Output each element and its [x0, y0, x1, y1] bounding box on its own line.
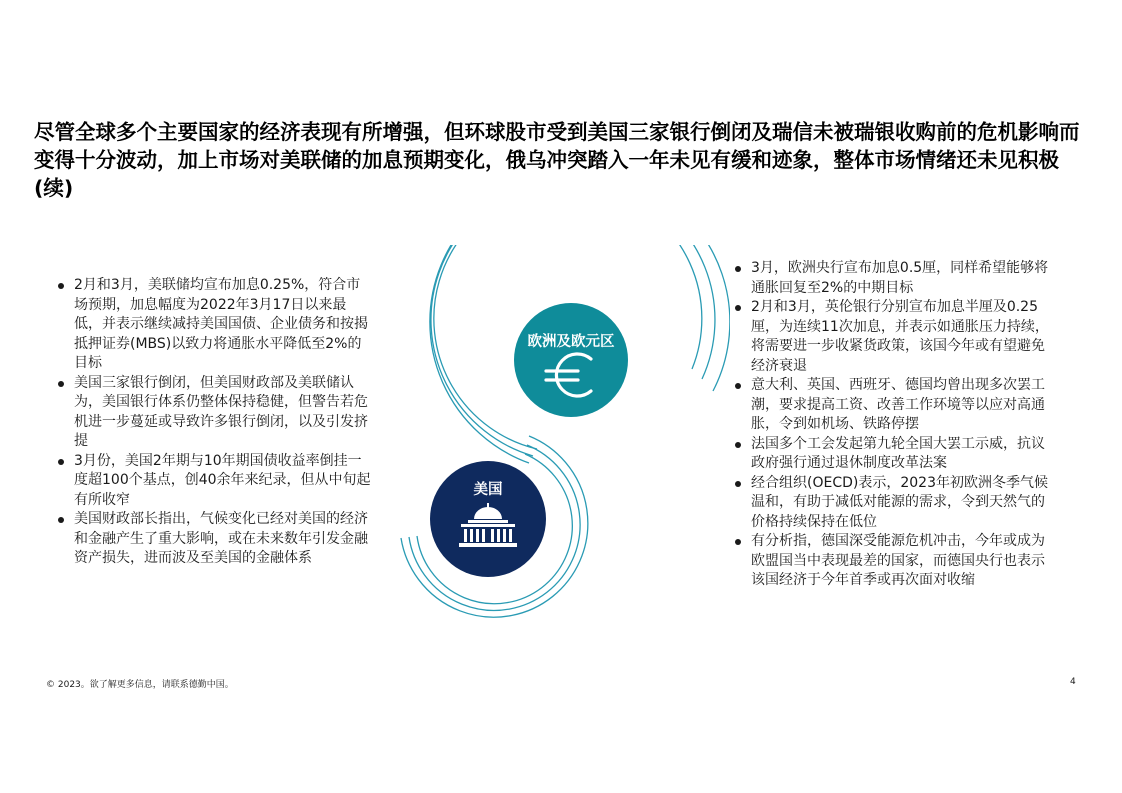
list-item: 3月份，美国2年期与10年期国债收益率倒挂一度超100个基点，创40余年来纪录，但从中旬起有所收窄	[56, 452, 374, 511]
list-item: 意大利、英国、西班牙、德国均曾出现多次罢工潮，要求提高工资、改善工作环境等以应对高通胀，令到如机场、铁路停摆	[733, 376, 1055, 435]
page-title: 尽管全球多个主要国家的经济表现有所增强，但环球股市受到美国三家银行倒闭及瑞信未被瑞银收购前的危机影响而变得十分波动，加上市场对美联储的加息预期变化，俄乌冲突踏入一年未见有缓和迹象，整体市场情绪还未见积极(续)	[34, 120, 1080, 200]
s-curve-graphic	[400, 245, 730, 625]
list-item: 美国三家银行倒闭，但美国财政部及美联储认为，美国银行体系仍整体保持稳健，但警告若危机进一步蔓延或导致许多银行倒闭，以及引发挤提	[56, 374, 374, 452]
list-item: 经合组织(OECD)表示，2023年初欧洲冬季气候温和，有助于减低对能源的需求，令到天然气的价格持续保持在低位	[733, 474, 1055, 533]
list-item: 有分析指，德国深受能源危机冲击，今年或成为欧盟国当中表现最差的国家，而德国央行也表示该国经济于今年首季或再次面对收缩	[733, 532, 1055, 591]
us-bullet-list	[56, 276, 374, 569]
us-label: 美国	[473, 482, 503, 498]
europe-circle	[514, 303, 628, 417]
s-curve-diagram	[400, 245, 730, 625]
list-item: 法国多个工会发起第九轮全国大罢工示威，抗议政府强行通过退休制度改革法案	[733, 435, 1055, 474]
list-item: 美国财政部长指出，气候变化已经对美国的经济和金融产生了重大影响，或在未来数年引发金融资产损失，进而波及至美国的金融体系	[56, 510, 374, 569]
list-item: 3月，欧洲央行宣布加息0.5厘，同样希望能够将通胀回复至2%的中期目标	[733, 259, 1055, 298]
europe-bullet-list	[733, 259, 1055, 591]
list-item: 2月和3月，美联储均宣布加息0.25%，符合市场预期，加息幅度为2022年3月17日以来最低，并表示继续减持美国国债、企业债务和按揭抵押证券(MBS)以致力将通胀水平降低至2%的目标	[56, 276, 374, 374]
europe-label: 欧洲及欧元区	[527, 334, 615, 350]
page-number: 4	[1070, 677, 1076, 687]
list-item: 2月和3月，英伦银行分别宣布加息半厘及0.25厘，为连续11次加息，并表示如通胀压力持续，将需要进一步收紧货政策，该国今年或有望避免经济衰退	[733, 298, 1055, 376]
copyright-footer: © 2023。欲了解更多信息，请联系德勤中国。	[46, 680, 234, 690]
